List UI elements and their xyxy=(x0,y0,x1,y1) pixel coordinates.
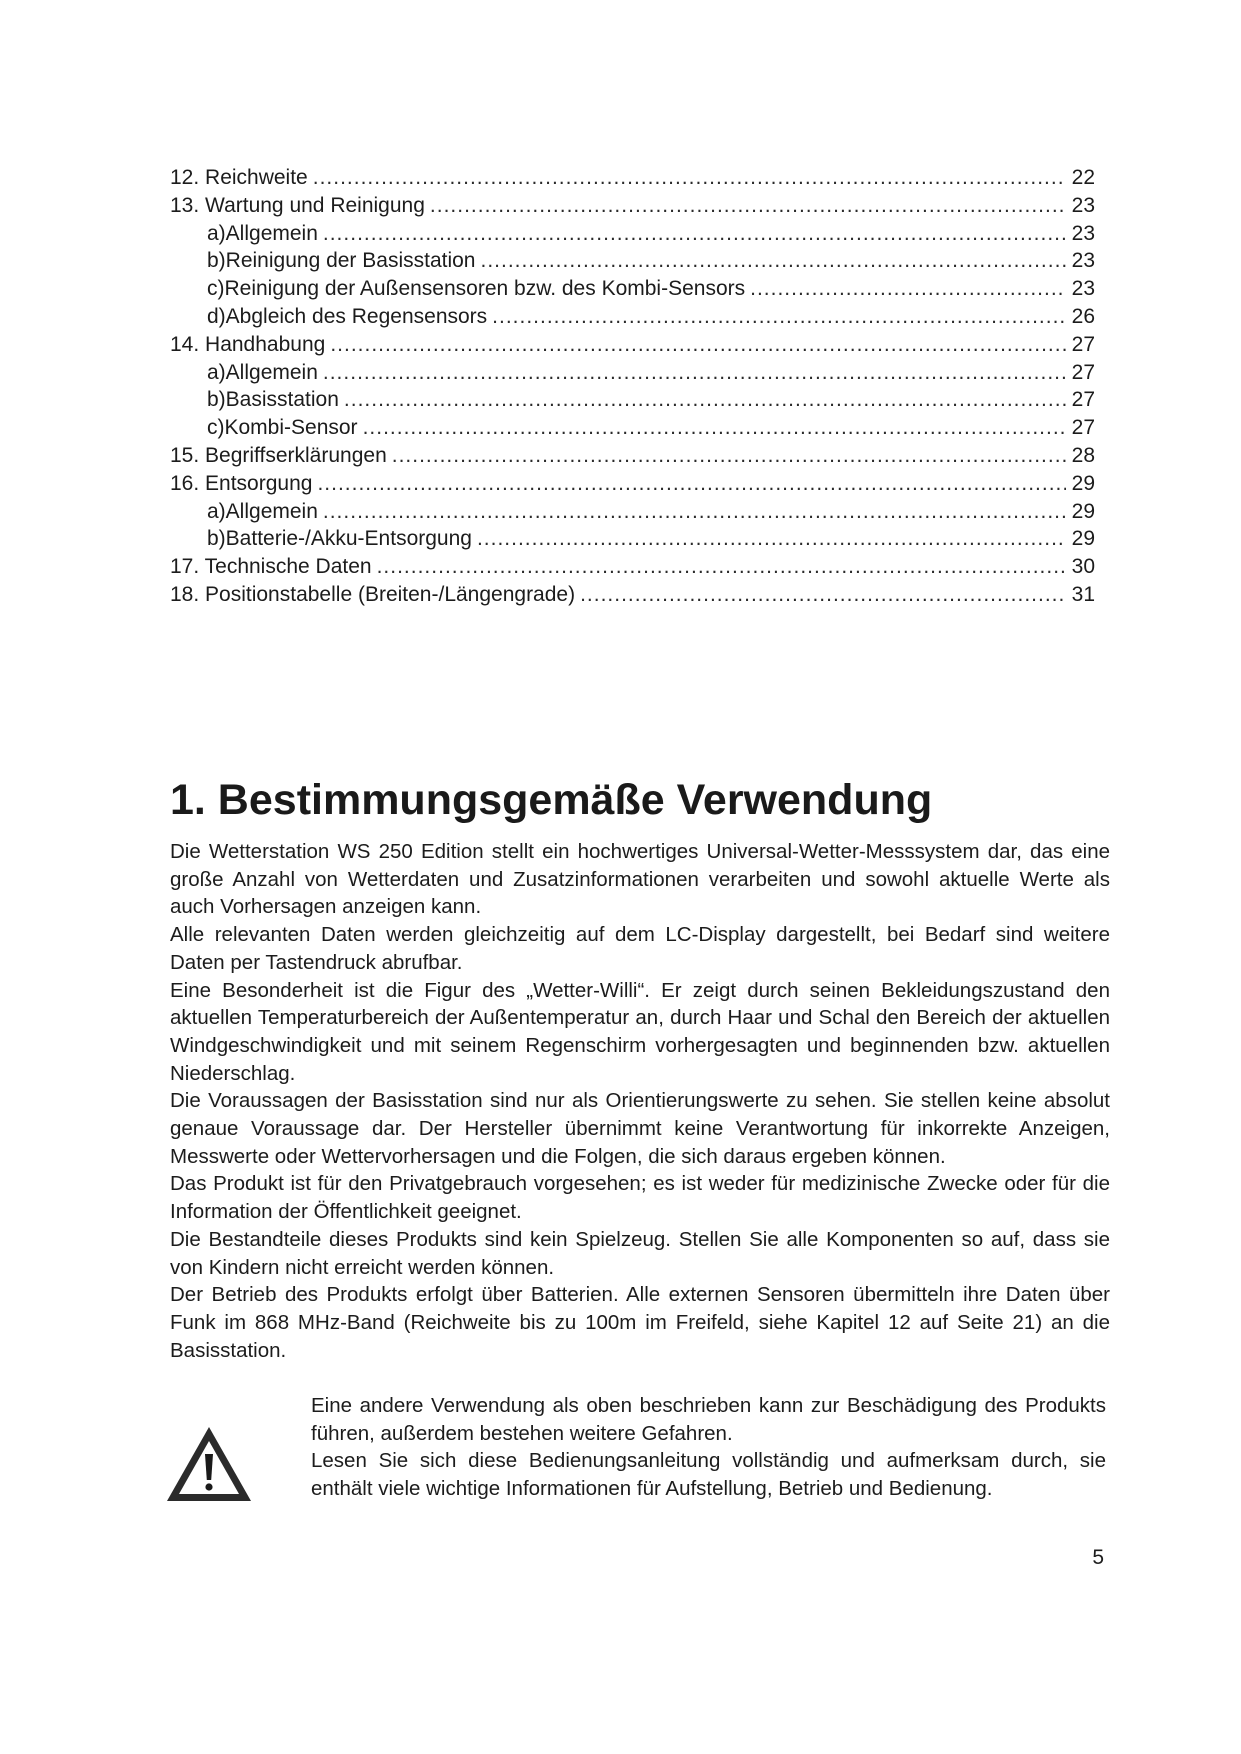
toc-entry-label: d)Abgleich des Regensensors xyxy=(207,304,488,328)
toc-subentry[interactable] xyxy=(170,303,1095,331)
toc-leader-dots xyxy=(330,331,1066,359)
toc-entry-label: 13. Wartung und Reinigung xyxy=(170,193,425,217)
body-paragraph: Eine Besonderheit ist die Figur des „Wetter-Willi“. Er zeigt durch seinen Bekleidungszustand den aktuellen Temperaturbereich der Außentemperatur an, durch Haar und Schal den Bereich der aktuellen Windgeschwindigkeit und mit seinem Regenschirm vorhergesagten und beginnenden bzw. aktuellen Niederschlag. xyxy=(170,978,1110,1085)
toc-leader-dots xyxy=(363,414,1066,442)
toc-entry[interactable] xyxy=(170,581,1095,609)
toc-entry-page: 23 xyxy=(1071,277,1095,301)
toc-leader-dots xyxy=(492,303,1066,331)
toc-entry-label: a)Allgemein xyxy=(207,360,318,384)
body-paragraph: Alle relevanten Daten werden gleichzeitig auf dem LC-Display dargestellt, bei Bedarf sind weitere Daten per Tastendruck abrufbar. xyxy=(170,923,1110,974)
body-paragraph: Der Betrieb des Produkts erfolgt über Batterien. Alle externen Sensoren übermitteln ihre Daten über Funk im 868 MHz-Band (Reichweite bis zu 100m im Freifeld, siehe Kapitel 12 auf Seite 21) an die Basisstation. xyxy=(170,1283,1110,1362)
toc-entry[interactable] xyxy=(170,331,1095,359)
body-paragraph: Die Voraussagen der Basisstation sind nur als Orientierungswerte zu sehen. Sie stellen keine absolut genaue Voraussage dar. Der Hersteller übernimmt keine Verantwortung für inkorrekte Anzeigen, Messwerte oder Wettervorhersagen und die Folgen, die sich daraus ergeben können. xyxy=(170,1089,1110,1168)
toc-entry-label: 12. Reichweite xyxy=(170,166,308,189)
toc-entry[interactable] xyxy=(170,470,1095,498)
toc-entry-label: c)Reinigung der Außensensoren bzw. des Kombi-Sensors xyxy=(207,277,746,301)
toc-entry-page: 28 xyxy=(1071,443,1095,467)
toc-entry-label: b)Basisstation xyxy=(207,388,339,412)
toc-entry-label: b)Reinigung der Basisstation xyxy=(207,249,476,273)
warning-paragraph: Lesen Sie sich diese Bedienungsanleitung vollständig und aufmerksam durch, sie enthält viele wichtige Informationen für Aufstellung, Betrieb und Bedienung. xyxy=(311,1449,1106,1501)
toc-entry[interactable] xyxy=(170,553,1095,581)
toc-leader-dots xyxy=(481,247,1067,275)
body-paragraph: Die Bestandteile dieses Produkts sind kein Spielzeug. Stellen Sie alle Komponenten so auf, dass sie von Kindern nicht erreicht werden können. xyxy=(170,1227,1110,1279)
toc-subentry[interactable] xyxy=(170,275,1095,303)
toc-subentry[interactable] xyxy=(170,414,1095,442)
toc-leader-dots xyxy=(323,220,1066,248)
toc-entry-label: b)Batterie-/Akku-Entsorgung xyxy=(207,527,472,551)
toc-entry-label: a)Allgemein xyxy=(207,221,318,245)
toc-entry-page: 23 xyxy=(1071,221,1095,245)
toc-subentry[interactable] xyxy=(170,359,1095,387)
section-heading: 1. Bestimmungsgemäße Verwendung xyxy=(170,776,933,824)
page-number: 5 xyxy=(1092,1546,1104,1569)
toc-leader-dots xyxy=(750,275,1066,303)
warning-triangle-icon xyxy=(164,1424,254,1504)
body-paragraph: Das Produkt ist für den Privatgebrauch vorgesehen; es ist weder für medizinische Zwecke oder für die Information der Öffentlichkeit geeignet. xyxy=(170,1172,1110,1224)
toc-entry-label: 18. Positionstabelle (Breiten-/Längengrade) xyxy=(170,582,576,606)
toc-entry-page: 23 xyxy=(1071,193,1095,217)
toc-entry-page: 27 xyxy=(1071,388,1095,412)
section-body xyxy=(170,838,1110,1364)
toc-leader-dots xyxy=(430,192,1066,220)
toc-entry-page: 27 xyxy=(1071,416,1095,440)
toc-subentry[interactable] xyxy=(170,247,1095,275)
toc-leader-dots xyxy=(477,525,1066,553)
table-of-contents xyxy=(170,164,1095,609)
toc-leader-dots xyxy=(323,359,1066,387)
toc-subentry[interactable] xyxy=(170,386,1095,414)
toc-entry-page: 27 xyxy=(1071,332,1095,356)
toc-entry-page: 26 xyxy=(1071,304,1095,328)
toc-entry[interactable] xyxy=(170,442,1095,470)
toc-entry-label: 14. Handhabung xyxy=(170,332,326,356)
toc-leader-dots xyxy=(344,386,1066,414)
warning-note xyxy=(311,1392,1106,1503)
toc-entry-label: 16. Entsorgung xyxy=(170,471,313,495)
toc-subentry[interactable] xyxy=(170,525,1095,553)
toc-entry-page: 29 xyxy=(1071,527,1095,551)
body-paragraph: Die Wetterstation WS 250 Edition stellt ein hochwertiges Universal-Wetter-Messsystem dar, das eine große Anzahl von Wetterdaten und Zusatzinformationen verarbeiten und sowohl aktuelle Werte als auch Vorhersagen anzeigen kann. xyxy=(170,840,1110,919)
toc-leader-dots xyxy=(580,581,1066,609)
toc-entry-page: 30 xyxy=(1071,555,1095,579)
toc-entry[interactable] xyxy=(170,164,1095,192)
toc-leader-dots xyxy=(313,164,1066,192)
toc-leader-dots xyxy=(323,498,1066,526)
toc-subentry[interactable] xyxy=(170,220,1095,248)
toc-entry-page: 29 xyxy=(1071,499,1095,523)
toc-entry-label: a)Allgemein xyxy=(207,499,318,523)
toc-entry[interactable] xyxy=(170,192,1095,220)
warning-paragraph: Eine andere Verwendung als oben beschrieben kann zur Beschädigung des Produkts führen, außerdem bestehen weitere Gefahren. xyxy=(311,1394,1106,1445)
toc-leader-dots xyxy=(377,553,1066,581)
toc-entry-page: 23 xyxy=(1071,249,1095,273)
toc-leader-dots xyxy=(317,470,1066,498)
toc-leader-dots xyxy=(392,442,1066,470)
toc-entry-page: 29 xyxy=(1071,471,1095,495)
toc-entry-page: 22 xyxy=(1071,166,1095,189)
toc-entry-label: 15. Begriffserklärungen xyxy=(170,443,387,467)
toc-entry-page: 27 xyxy=(1071,360,1095,384)
toc-subentry[interactable] xyxy=(170,498,1095,526)
toc-entry-page: 31 xyxy=(1071,582,1095,606)
toc-entry-label: c)Kombi-Sensor xyxy=(207,416,358,440)
toc-entry-label: 17. Technische Daten xyxy=(170,555,372,579)
